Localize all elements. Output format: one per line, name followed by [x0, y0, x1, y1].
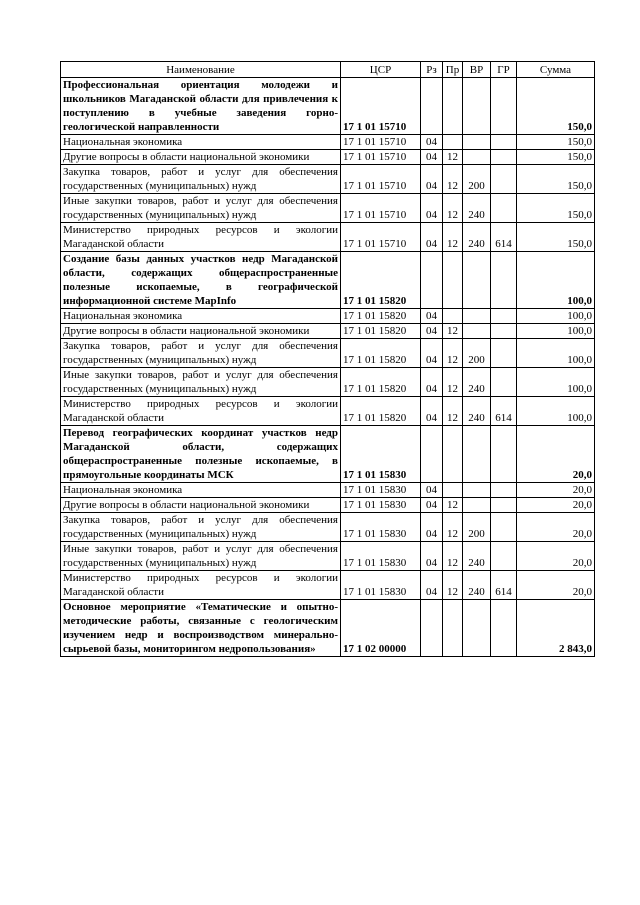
cell-name: Иные закупки товаров, работ и услуг для обеспечения государственных (муниципальных) нужд	[61, 194, 341, 223]
cell-sum: 100,0	[517, 397, 595, 426]
cell-gr: 614	[491, 223, 517, 252]
cell-csr: 17 1 01 15830	[341, 498, 421, 513]
cell-gr	[491, 135, 517, 150]
table-row	[61, 150, 595, 165]
cell-pr	[443, 483, 463, 498]
cell-vr: 240	[463, 397, 491, 426]
cell-csr: 17 1 01 15820	[341, 397, 421, 426]
cell-pr	[443, 309, 463, 324]
cell-vr	[463, 483, 491, 498]
table-row	[61, 600, 595, 657]
cell-sum: 150,0	[517, 194, 595, 223]
cell-sum: 20,0	[517, 498, 595, 513]
cell-vr	[463, 78, 491, 135]
cell-gr	[491, 150, 517, 165]
cell-gr	[491, 339, 517, 368]
cell-pr	[443, 135, 463, 150]
cell-name: Другие вопросы в области национальной экономики	[61, 324, 341, 339]
table-row	[61, 309, 595, 324]
cell-sum: 150,0	[517, 150, 595, 165]
cell-csr: 17 1 01 15830	[341, 426, 421, 483]
cell-sum: 150,0	[517, 223, 595, 252]
cell-rz: 04	[421, 309, 443, 324]
cell-pr	[443, 600, 463, 657]
cell-pr: 12	[443, 368, 463, 397]
cell-csr: 17 1 01 15820	[341, 309, 421, 324]
cell-vr	[463, 150, 491, 165]
cell-csr: 17 1 01 15710	[341, 194, 421, 223]
header-vr: ВР	[463, 62, 491, 78]
cell-vr: 240	[463, 368, 491, 397]
cell-name: Министерство природных ресурсов и экологии Магаданской области	[61, 223, 341, 252]
cell-gr: 614	[491, 397, 517, 426]
table-row	[61, 571, 595, 600]
cell-csr: 17 1 01 15820	[341, 252, 421, 309]
table-row	[61, 513, 595, 542]
table-row	[61, 542, 595, 571]
cell-name: Закупка товаров, работ и услуг для обеспечения государственных (муниципальных) нужд	[61, 165, 341, 194]
cell-gr	[491, 368, 517, 397]
cell-pr: 12	[443, 339, 463, 368]
cell-csr: 17 1 01 15710	[341, 223, 421, 252]
cell-name: Закупка товаров, работ и услуг для обеспечения государственных (муниципальных) нужд	[61, 513, 341, 542]
cell-rz	[421, 252, 443, 309]
cell-sum: 20,0	[517, 483, 595, 498]
cell-vr	[463, 498, 491, 513]
header-rz: Рз	[421, 62, 443, 78]
cell-rz: 04	[421, 223, 443, 252]
cell-gr	[491, 78, 517, 135]
cell-rz	[421, 78, 443, 135]
cell-csr: 17 1 01 15830	[341, 513, 421, 542]
cell-vr: 240	[463, 571, 491, 600]
cell-rz: 04	[421, 571, 443, 600]
cell-vr: 200	[463, 339, 491, 368]
cell-sum: 150,0	[517, 78, 595, 135]
cell-pr: 12	[443, 324, 463, 339]
cell-pr: 12	[443, 571, 463, 600]
table-row	[61, 339, 595, 368]
header-pr: Пр	[443, 62, 463, 78]
cell-rz: 04	[421, 194, 443, 223]
cell-sum: 100,0	[517, 252, 595, 309]
cell-pr: 12	[443, 194, 463, 223]
cell-sum: 20,0	[517, 513, 595, 542]
table-row	[61, 324, 595, 339]
table-row	[61, 252, 595, 309]
cell-name: Министерство природных ресурсов и экологии Магаданской области	[61, 571, 341, 600]
cell-rz: 04	[421, 483, 443, 498]
cell-name: Иные закупки товаров, работ и услуг для обеспечения государственных (муниципальных) нужд	[61, 542, 341, 571]
cell-pr: 12	[443, 165, 463, 194]
cell-gr	[491, 498, 517, 513]
cell-name: Профессиональная ориентация молодежи и школьников Магаданской области для привлечения к поступлению в учебные заведения горно-геологической направленности	[61, 78, 341, 135]
cell-pr: 12	[443, 397, 463, 426]
cell-csr: 17 1 01 15710	[341, 165, 421, 194]
cell-gr	[491, 513, 517, 542]
cell-sum: 20,0	[517, 542, 595, 571]
cell-vr: 240	[463, 194, 491, 223]
cell-rz: 04	[421, 165, 443, 194]
cell-rz: 04	[421, 498, 443, 513]
cell-name: Основное мероприятие «Тематические и опытно-методические работы, связанные с геологическим изучением недр и воспроизводством минерально-сырьевой базы, мониторингом недропользования»	[61, 600, 341, 657]
table-row	[61, 223, 595, 252]
cell-sum: 20,0	[517, 571, 595, 600]
cell-gr	[491, 483, 517, 498]
cell-name: Закупка товаров, работ и услуг для обеспечения государственных (муниципальных) нужд	[61, 339, 341, 368]
cell-gr	[491, 542, 517, 571]
cell-pr: 12	[443, 150, 463, 165]
header-csr: ЦСР	[341, 62, 421, 78]
header-sum: Сумма	[517, 62, 595, 78]
cell-gr	[491, 194, 517, 223]
cell-name: Национальная экономика	[61, 309, 341, 324]
cell-sum: 100,0	[517, 309, 595, 324]
cell-vr: 200	[463, 165, 491, 194]
cell-csr: 17 1 01 15830	[341, 542, 421, 571]
cell-vr	[463, 252, 491, 309]
cell-rz: 04	[421, 513, 443, 542]
cell-csr: 17 1 01 15820	[341, 339, 421, 368]
cell-name: Национальная экономика	[61, 483, 341, 498]
cell-pr: 12	[443, 513, 463, 542]
cell-sum: 100,0	[517, 339, 595, 368]
cell-csr: 17 1 02 00000	[341, 600, 421, 657]
cell-vr	[463, 309, 491, 324]
cell-vr	[463, 600, 491, 657]
table-row	[61, 426, 595, 483]
cell-name: Иные закупки товаров, работ и услуг для обеспечения государственных (муниципальных) нужд	[61, 368, 341, 397]
cell-pr	[443, 78, 463, 135]
cell-rz: 04	[421, 324, 443, 339]
cell-sum: 150,0	[517, 135, 595, 150]
cell-pr: 12	[443, 498, 463, 513]
cell-pr	[443, 252, 463, 309]
cell-sum: 150,0	[517, 165, 595, 194]
cell-name: Другие вопросы в области национальной экономики	[61, 498, 341, 513]
cell-vr: 240	[463, 542, 491, 571]
table-row	[61, 165, 595, 194]
cell-vr	[463, 324, 491, 339]
cell-rz: 04	[421, 135, 443, 150]
cell-vr: 240	[463, 223, 491, 252]
table-row	[61, 135, 595, 150]
cell-csr: 17 1 01 15830	[341, 571, 421, 600]
cell-pr	[443, 426, 463, 483]
cell-name: Другие вопросы в области национальной экономики	[61, 150, 341, 165]
cell-sum: 20,0	[517, 426, 595, 483]
cell-csr: 17 1 01 15710	[341, 135, 421, 150]
header-row	[61, 62, 595, 78]
cell-rz: 04	[421, 397, 443, 426]
table-row	[61, 368, 595, 397]
budget-table	[60, 61, 595, 657]
cell-name: Создание базы данных участков недр Магаданской области, содержащих общераспространенные полезные ископаемые, в географической информационной системе MapInfo	[61, 252, 341, 309]
cell-gr: 614	[491, 571, 517, 600]
cell-gr	[491, 252, 517, 309]
cell-name: Перевод географических координат участков недр Магаданской области, содержащих общераспространенные полезные ископаемые, в прямоугольные координаты МСК	[61, 426, 341, 483]
cell-rz: 04	[421, 368, 443, 397]
cell-csr: 17 1 01 15820	[341, 368, 421, 397]
cell-pr: 12	[443, 223, 463, 252]
cell-name: Национальная экономика	[61, 135, 341, 150]
cell-name: Министерство природных ресурсов и экологии Магаданской области	[61, 397, 341, 426]
cell-gr	[491, 426, 517, 483]
cell-rz: 04	[421, 150, 443, 165]
cell-pr: 12	[443, 542, 463, 571]
table-row	[61, 498, 595, 513]
cell-csr: 17 1 01 15710	[341, 150, 421, 165]
table-row	[61, 78, 595, 135]
cell-gr	[491, 165, 517, 194]
cell-sum: 2 843,0	[517, 600, 595, 657]
cell-gr	[491, 309, 517, 324]
cell-vr	[463, 426, 491, 483]
cell-rz	[421, 426, 443, 483]
cell-sum: 100,0	[517, 368, 595, 397]
header-name: Наименование	[61, 62, 341, 78]
cell-csr: 17 1 01 15830	[341, 483, 421, 498]
header-gr: ГР	[491, 62, 517, 78]
cell-csr: 17 1 01 15820	[341, 324, 421, 339]
cell-csr: 17 1 01 15710	[341, 78, 421, 135]
cell-vr: 200	[463, 513, 491, 542]
table-row	[61, 483, 595, 498]
cell-sum: 100,0	[517, 324, 595, 339]
cell-rz: 04	[421, 339, 443, 368]
table-row	[61, 397, 595, 426]
cell-gr	[491, 324, 517, 339]
cell-gr	[491, 600, 517, 657]
table-row	[61, 194, 595, 223]
cell-rz: 04	[421, 542, 443, 571]
cell-vr	[463, 135, 491, 150]
cell-rz	[421, 600, 443, 657]
